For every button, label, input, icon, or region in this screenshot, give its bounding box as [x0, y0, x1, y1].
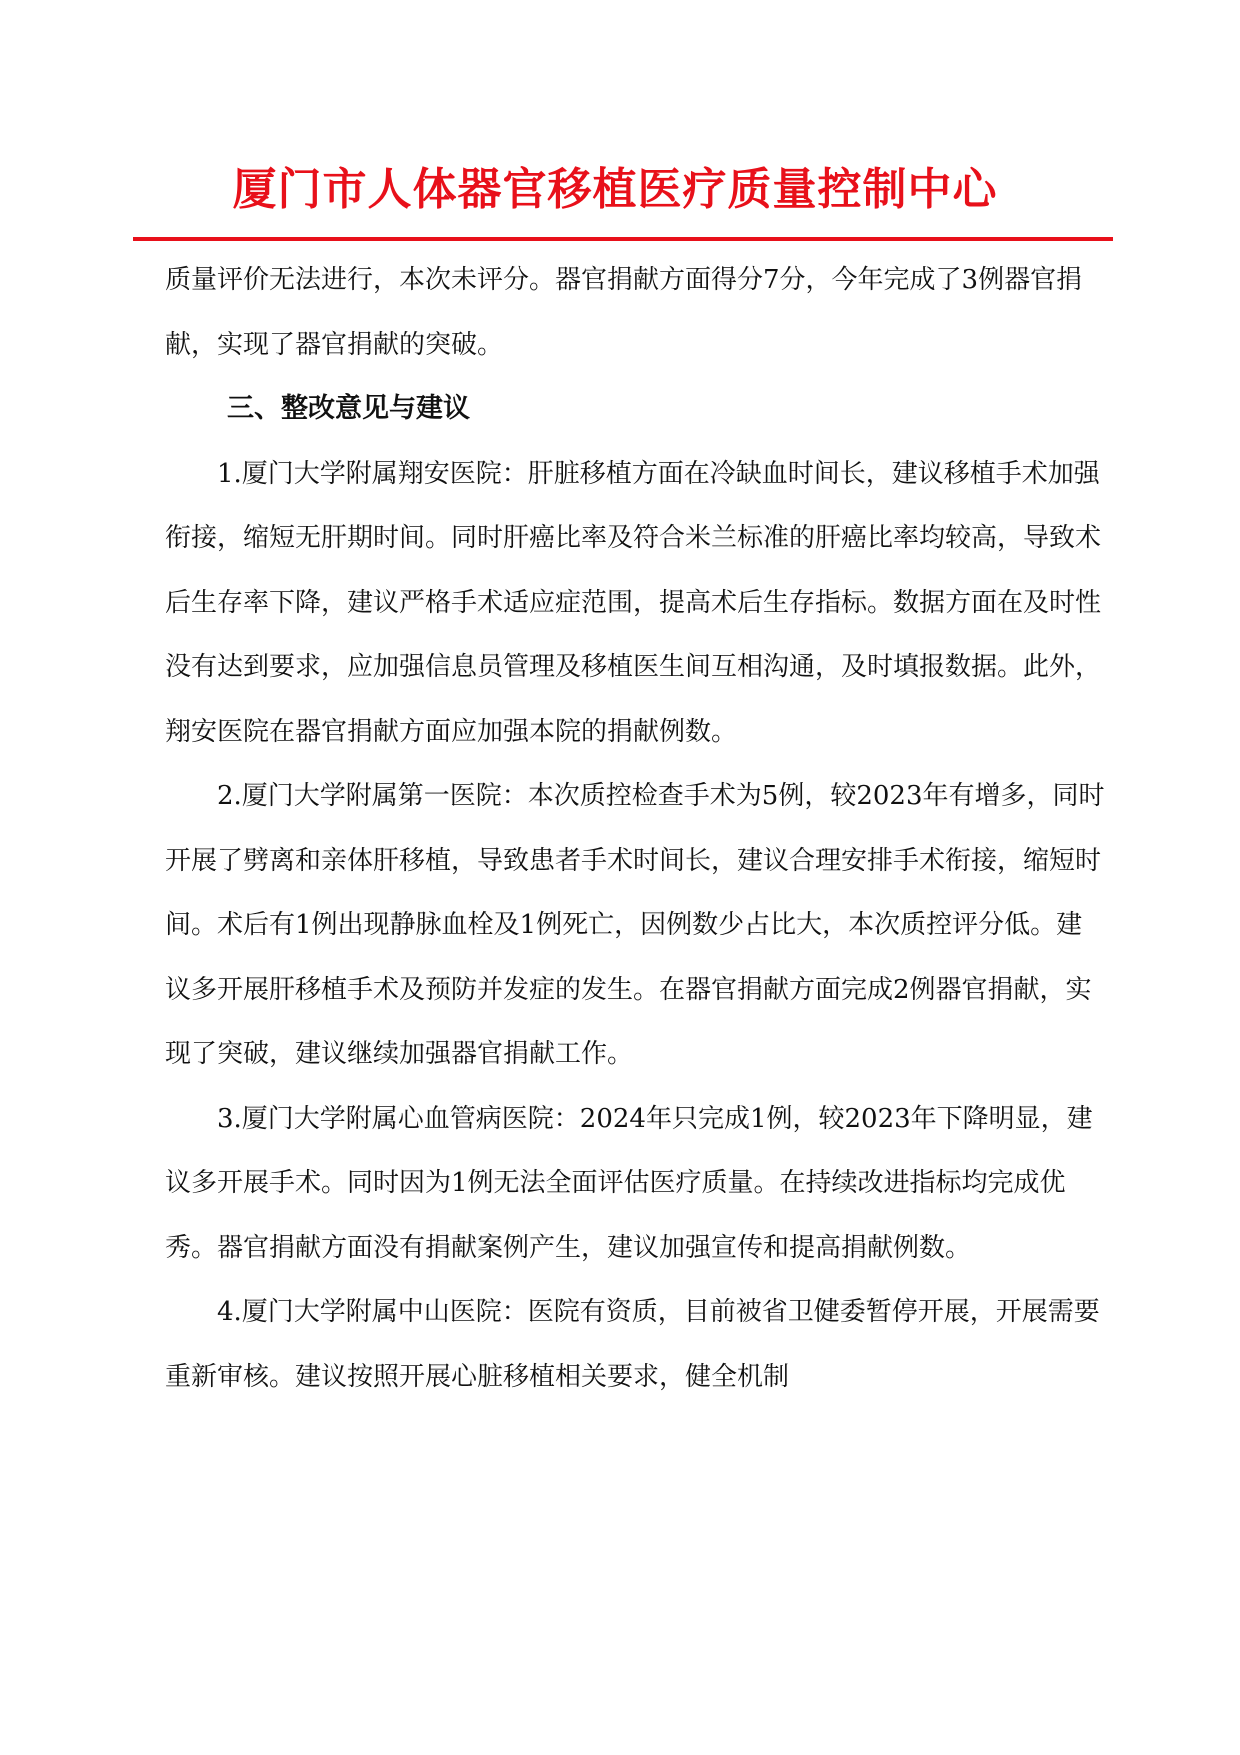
recommendation-item-4: 4.厦门大学附属中山医院：医院有资质，目前被省卫健委暂停开展，开展需要重新审核。建议按照开展心脏移植相关要求，健全机制: [165, 1297, 1100, 1392]
recommendation-item-3: 3.厦门大学附属心血管病医院：2024年只完成1例，较2023年下降明显，建议多开展手术。同时因为1例无法全面评估医疗质量。在持续改进指标均完成优秀。器官捐献方面没有捐献案例产生，建议加强宣传和提高捐献例数。: [165, 1103, 1093, 1263]
letterhead-title: 厦门市人体器官移植医疗质量控制中心: [232, 164, 998, 215]
recommendation-item-2: 2.厦门大学附属第一医院：本次质控检查手术为5例，较2023年有增多，同时开展了劈离和亲体肝移植，导致患者手术时间长，建议合理安排手术衔接，缩短时间。术后有1例出现静脉血栓及1例死亡，因例数少占比大，本次质控评分低。建议多开展肝移植手术及预防并发症的发生。在器官捐献方面完成2例器官捐献，实现了突破，建议继续加强器官捐献工作。: [165, 781, 1105, 1069]
document-body: [165, 248, 1105, 1409]
section-heading: 三、整改意见与建议: [227, 393, 470, 424]
recommendation-item-1: 1.厦门大学附属翔安医院：肝脏移植方面在冷缺血时间长，建议移植手术加强衔接，缩短无肝期时间。同时肝癌比率及符合米兰标准的肝癌比率均较高，导致术后生存率下降，建议严格手术适应症范围，提高术后生存指标。数据方面在及时性没有达到要求，应加强信息员管理及移植医生间互相沟通，及时填报数据。此外，翔安医院在器官捐献方面应加强本院的捐献例数。: [165, 458, 1102, 747]
letterhead-red-rule: [133, 237, 1113, 241]
continuation-paragraph: 质量评价无法进行，本次未评分。器官捐献方面得分7分，今年完成了3例器官捐献，实现了器官捐献的突破。: [165, 265, 1083, 360]
